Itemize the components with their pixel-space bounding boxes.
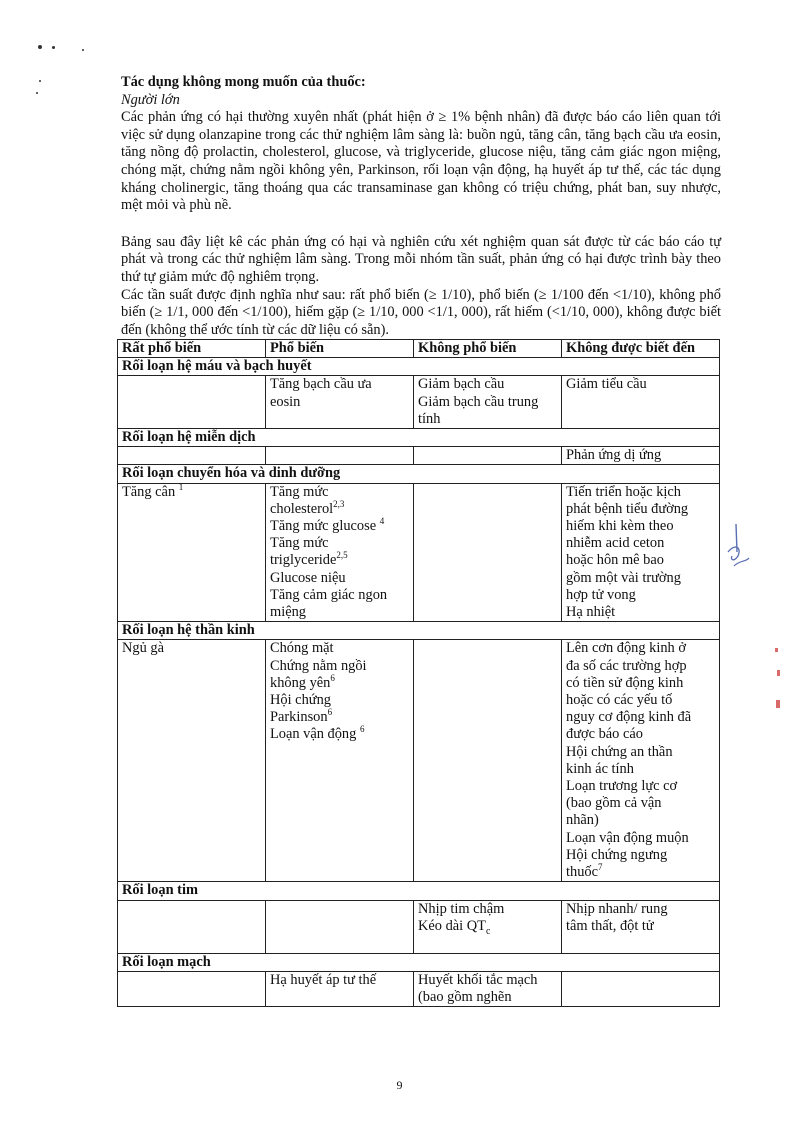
- section-title: Rối loạn chuyển hóa và dinh dưỡng: [118, 465, 720, 483]
- section-title: Rối loạn mạch: [118, 953, 720, 971]
- adverse-reactions-table: [117, 339, 720, 1007]
- cell-unknown: Phản ứng dị ứng: [562, 447, 720, 465]
- table-row: [118, 376, 720, 429]
- paragraph-adverse-summary: Các phản ứng có hại thường xuyên nhất (phát hiện ở ≥ 1% bệnh nhân) đã được báo cáo liên quan tới việc sử dụng olanzapine trong các thử nghiệm lâm sàng là: buồn ngủ, tăng cân, tăng bạch cầu ưa eosin, tăng nồng độ prolactin, cholesterol, glucose, và triglyceride, glucose niệu, tăng cảm giác ngon miệng, chóng mặt, chứng nằm ngồi không yên, Parkinson, rối loạn vận động, hạ huyết áp tư thế, các tác dụng kháng cholinergic, tăng thoáng qua các transaminase gan không có triệu chứng, phát ban, suy nhược, mệt mỏi và phù nề.: [121, 109, 721, 214]
- cell-uncommon: [414, 447, 562, 465]
- cell-unknown: Lên cơn động kinh ở đa số các trường hợp có tiền sử động kinh hoặc có các yếu tố nguy cơ động kinh đã được báo cáo Hội chứng an thần kinh ác tính Loạn trương lực cơ (bao gồm cả vận nhãn) Loạn vận động muộn Hội chứng ngưng thuốc$^7$: [562, 640, 720, 882]
- cell-common: [266, 447, 414, 465]
- page-number: 9: [396, 1078, 403, 1092]
- cell-common: Chóng mặt Chứng nằm ngồi không yên$^6$ Hội chứng Parkinson$^6$ Loạn vận động $^6$: [266, 640, 414, 882]
- cell-unknown: [562, 971, 720, 1006]
- cell-uncommon: Nhịp tim chậm Kéo dài $QT_c$: [414, 900, 562, 953]
- section-row-blood: [118, 358, 720, 376]
- subheading: Người lớn: [121, 91, 180, 108]
- cell-common: Tăng mức cholesterol$^{2,3}$ Tăng mức glucose $^4$ Tăng mức triglyceride$^{2,5}$ Glucose niệu Tăng cảm giác ngon miệng: [266, 483, 414, 622]
- cell-common: [266, 900, 414, 953]
- table-row: [118, 900, 720, 953]
- table-row: [118, 971, 720, 1006]
- cell-very-common: Ngủ gà: [118, 640, 266, 882]
- header-unknown: Không được biết đến: [562, 340, 720, 358]
- cell-very-common: [118, 376, 266, 429]
- header-uncommon: Không phổ biến: [414, 340, 562, 358]
- red-stamp-edge: [772, 640, 784, 720]
- cell-uncommon: Huyết khối tắc mạch (bao gồm nghẽn: [414, 971, 562, 1006]
- cell-very-common: [118, 900, 266, 953]
- header-very-common: Rất phổ biến: [118, 340, 266, 358]
- table-row: [118, 483, 720, 622]
- cell-very-common: Tăng cân $^1$: [118, 483, 266, 622]
- section-row-nervous: [118, 622, 720, 640]
- cell-very-common: [118, 447, 266, 465]
- section-title: Rối loạn tim: [118, 882, 720, 900]
- section-row-immune: [118, 429, 720, 447]
- section-row-vascular: [118, 953, 720, 971]
- cell-very-common: [118, 971, 266, 1006]
- section-heading: Tác dụng không mong muốn của thuốc:: [121, 74, 366, 90]
- paragraph-table-intro: Bảng sau đây liệt kê các phản ứng có hại và nghiên cứu xét nghiệm quan sát được từ các báo cáo tự phát và trong các thử nghiệm lâm sàng. Trong mỗi nhóm tần suất, phản ứng có hại được trình bày theo thứ tự giảm mức độ nghiêm trọng.: [121, 233, 721, 285]
- cell-uncommon: [414, 483, 562, 622]
- section-row-cardiac: [118, 882, 720, 900]
- cell-unknown: Tiến triển hoặc kịch phát bệnh tiểu đường hiếm khi kèm theo nhiễm acid ceton hoặc hôn mê bao gồm một vài trường hợp tử vong Hạ nhiệt: [562, 483, 720, 622]
- section-title: Rối loạn hệ máu và bạch huyết: [118, 358, 720, 376]
- table-row: [118, 447, 720, 465]
- table-header-row: [118, 340, 720, 358]
- header-common: Phổ biến: [266, 340, 414, 358]
- cell-unknown: Giảm tiểu cầu: [562, 376, 720, 429]
- table-row: [118, 640, 720, 882]
- handwritten-mark: [722, 522, 752, 574]
- cell-common: Tăng bạch cầu ưa eosin: [266, 376, 414, 429]
- cell-uncommon: Giảm bạch cầu Giảm bạch cầu trung tính: [414, 376, 562, 429]
- section-title: Rối loạn hệ miễn dịch: [118, 429, 720, 447]
- section-title: Rối loạn hệ thần kinh: [118, 622, 720, 640]
- cell-uncommon: [414, 640, 562, 882]
- section-row-metabolism: [118, 465, 720, 483]
- cell-unknown: Nhịp nhanh/ rung tâm thất, đột tử: [562, 900, 720, 953]
- text-block: [121, 74, 721, 339]
- cell-common: Hạ huyết áp tư thế: [266, 971, 414, 1006]
- paragraph-frequency-definition: Các tần suất được định nghĩa như sau: rất phổ biến (≥ 1/10), phổ biến (≥ 1/100 đến <1/10), không phổ biến (≥ 1/1, 000 đến <1/100), hiếm gặp (≥ 1/10, 000 <1/1, 000), rất hiếm (<1/10, 000), không được biết đến (không thể ước tính từ các dữ liệu có sẵn).: [121, 286, 721, 338]
